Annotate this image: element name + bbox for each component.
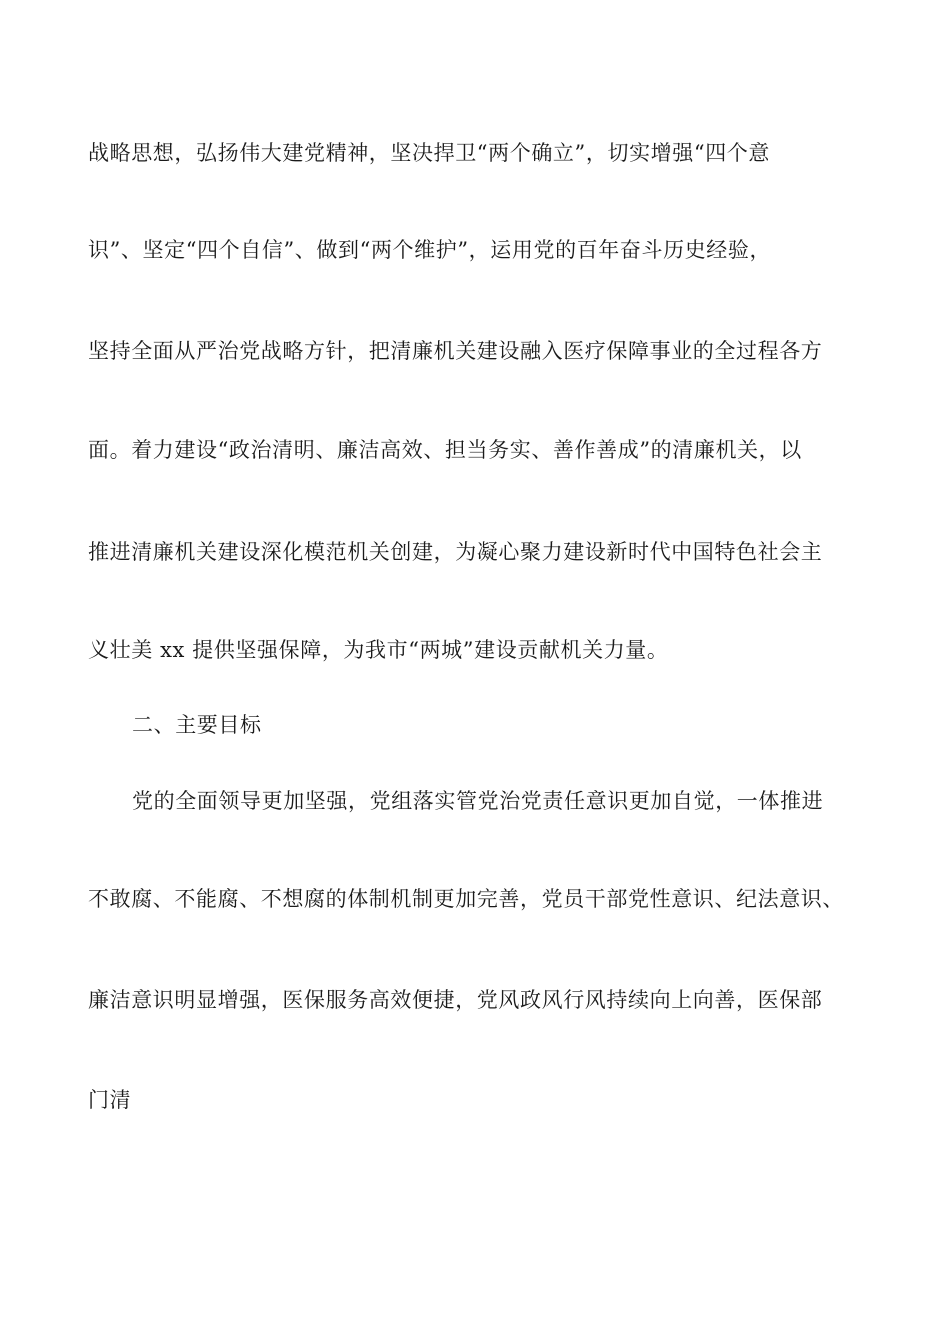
body-text-line: 不敢腐、不能腐、不想腐的体制机制更加完善，党员干部党性意识、纪法意识、 bbox=[88, 887, 844, 911]
body-text-line: 门清 bbox=[88, 1088, 132, 1112]
body-text-line: 面。着力建设“政治清明、廉洁高效、担当务实、善作善成”的清廉机关，以 bbox=[88, 438, 802, 462]
section-heading: 二、主要目标 bbox=[132, 713, 262, 737]
body-text-line: 坚持全面从严治党战略方针，把清廉机关建设融入医疗保障事业的全过程各方 bbox=[88, 339, 823, 363]
body-text-line: 义壮美 xx 提供坚强保障，为我市“两城”建设贡献机关力量。 bbox=[88, 638, 669, 662]
body-text-line: 战略思想，弘扬伟大建党精神，坚决捍卫“两个确立”，切实增强“四个意 bbox=[88, 141, 771, 165]
body-text-line: 识”、坚定“四个自信”、做到“两个维护”，运用党的百年奋斗历史经验， bbox=[88, 238, 772, 262]
body-text-line: 党的全面领导更加坚强，党组落实管党治党责任意识更加自觉，一体推进 bbox=[132, 789, 824, 813]
body-text-line: 推进清廉机关建设深化模范机关创建，为凝心聚力建设新时代中国特色社会主 bbox=[88, 540, 823, 564]
body-text-line: 廉洁意识明显增强，医保服务高效便捷，党风政风行风持续向上向善，医保部 bbox=[88, 988, 823, 1012]
